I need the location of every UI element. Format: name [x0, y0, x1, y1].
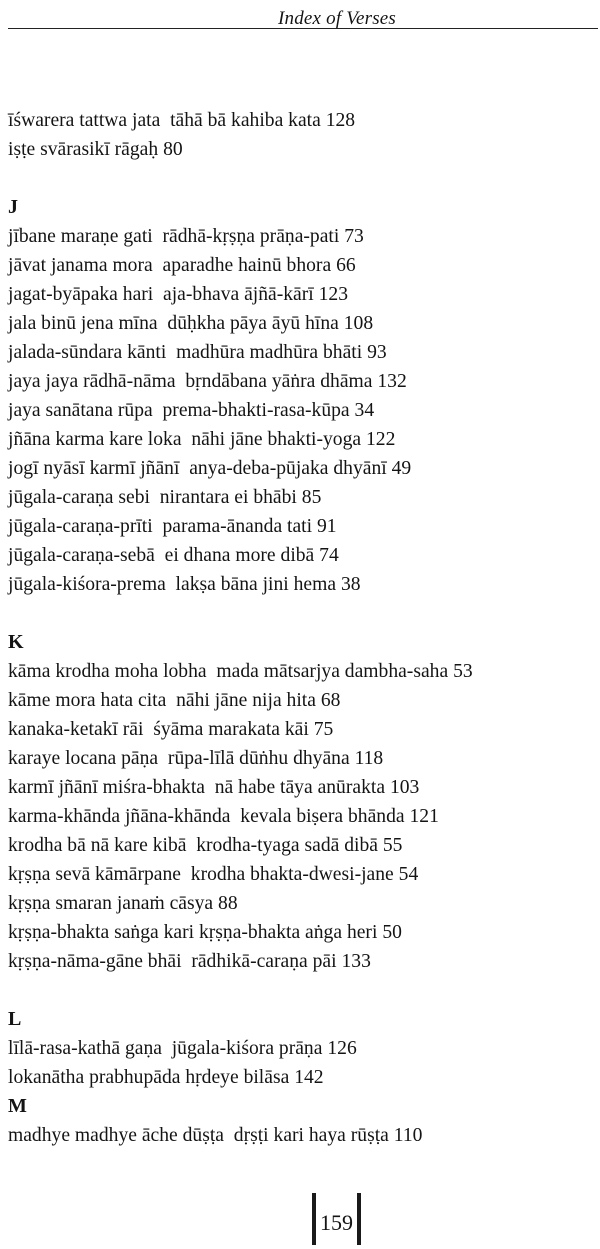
verse-text: jūgala-caraṇa-prīti parama-ānanda tati — [8, 516, 313, 537]
page-ref: 91 — [316, 516, 337, 537]
verse-text: jogī nyāsī karmī jñānī anya-deba-pūjaka dhyānī — [8, 458, 387, 479]
page-ref: 73 — [344, 226, 364, 247]
verse-text: jāvat janama mora aparadhe hainū bhora — [8, 255, 332, 276]
index-entry — [8, 860, 598, 889]
verse-text: jībane maraṇe gati rādhā-kṛṣṇa prāṇa-pati — [8, 226, 340, 247]
verse-text: madhye madhye āche dūṣṭa dṛṣṭi kari haya rūṣṭa — [8, 1125, 389, 1146]
index-entry — [8, 280, 598, 309]
verse-text: jñāna karma kare loka nāhi jāne bhakti-yoga — [8, 429, 362, 450]
index-entry — [8, 541, 598, 570]
index-entry — [8, 367, 598, 396]
index-entry — [8, 396, 598, 425]
verse-text: jūgala-caraṇa-sebā ei dhana more dibā — [8, 545, 315, 566]
index-entry — [8, 773, 598, 802]
page-ref: 75 — [313, 719, 334, 740]
section-letter: L — [8, 1008, 22, 1030]
verse-text: jagat-byāpaka hari aja-bhava ājñā-kārī — [8, 284, 314, 305]
index-entry — [8, 889, 598, 918]
page-number: 159 — [320, 1210, 353, 1235]
index-entry — [8, 309, 598, 338]
page-ref: 133 — [341, 951, 371, 972]
page-ref: 126 — [327, 1038, 357, 1059]
page-ref: 68 — [320, 690, 341, 711]
verse-text: kāme mora hata cita nāhi jāne nija hita — [8, 690, 316, 711]
page-ref: 142 — [294, 1067, 324, 1088]
page-ref: 132 — [377, 371, 407, 392]
verse-text: kanaka-ketakī rāi śyāma marakata kāi — [8, 719, 309, 740]
index-entry — [8, 802, 598, 831]
verse-index — [8, 106, 598, 1150]
page-ref: 88 — [218, 893, 238, 914]
index-entry — [8, 1063, 598, 1092]
page-ref: 118 — [354, 748, 384, 769]
index-entry — [8, 454, 598, 483]
page-ref: 53 — [453, 661, 473, 682]
page-ref: 55 — [382, 835, 403, 856]
index-entry — [8, 483, 598, 512]
section-gap — [8, 164, 598, 193]
section-letter: M — [8, 1095, 27, 1117]
folio-right-rule — [357, 1193, 361, 1245]
page-folio — [312, 1193, 361, 1245]
verse-text: līlā-rasa-kathā gaṇa jūgala-kiśora prāṇa — [8, 1038, 323, 1059]
verse-text: karmī jñānī miśra-bhakta nā habe tāya anūrakta — [8, 777, 386, 798]
page-ref: 108 — [343, 313, 374, 334]
verse-text: jūgala-kiśora-prema lakṣa bāna jini hema — [8, 574, 337, 595]
index-entry — [8, 918, 598, 947]
verse-text: jala binū jena mīna dūḥkha pāya āyū hīna — [8, 313, 339, 334]
verse-text: jaya jaya rādhā-nāma bṛndābana yāṅra dhāma — [8, 371, 373, 392]
running-header-title: Index of Verses — [278, 8, 397, 29]
page-ref: 103 — [389, 777, 420, 798]
verse-text: karma-khānda jñāna-khānda kevala biṣera bhānda — [8, 806, 405, 827]
page-ref: 121 — [409, 806, 439, 827]
index-entry — [8, 744, 598, 773]
page-ref: 74 — [319, 545, 339, 566]
index-entry — [8, 106, 598, 135]
verse-text: jūgala-caraṇa sebi nirantara ei bhābi — [8, 487, 297, 508]
page-ref: 49 — [391, 458, 412, 479]
index-entry — [8, 657, 598, 686]
page-ref: 123 — [318, 284, 348, 305]
index-entry — [8, 512, 598, 541]
verse-text: kṛṣṇa-nāma-gāne bhāi rādhikā-caraṇa pāi — [8, 951, 337, 972]
verse-text: lokanātha prabhupāda hṛdeye bilāsa — [8, 1067, 290, 1088]
index-entry — [8, 1034, 598, 1063]
verse-text: jaya sanātana rūpa prema-bhakti-rasa-kūpa — [8, 400, 350, 421]
index-entry — [8, 338, 598, 367]
page-ref: 128 — [325, 110, 356, 131]
verse-text: jalada-sūndara kānti madhūra madhūra bhāti — [8, 342, 363, 363]
page-ref: 54 — [398, 864, 419, 885]
index-entry — [8, 135, 598, 164]
index-entry — [8, 425, 598, 454]
verse-text: īśwarera tattwa jata tāhā bā kahiba kata — [8, 110, 321, 131]
section-letter: J — [8, 196, 18, 218]
page-ref: 38 — [340, 574, 361, 595]
verse-text: kāma krodha moha lobha mada mātsarjya dambha-saha — [8, 661, 449, 682]
page-ref: 122 — [366, 429, 396, 450]
verse-text: krodha bā nā kare kibā krodha-tyaga sadā dibā — [8, 835, 378, 856]
index-entry — [8, 1121, 598, 1150]
verse-text: kṛṣṇa-bhakta saṅga kari kṛṣṇa-bhakta aṅga heri — [8, 922, 378, 943]
page-ref: 93 — [367, 342, 387, 363]
verse-text: karaye locana pāṇa rūpa-līlā dūṅhu dhyāna — [8, 748, 350, 769]
page-ref: 110 — [393, 1125, 423, 1146]
index-entry — [8, 251, 598, 280]
index-entry — [8, 686, 598, 715]
verse-text: kṛṣṇa smaran janaṁ cāsya — [8, 893, 214, 914]
index-entry — [8, 947, 598, 976]
section-letter: K — [8, 631, 24, 653]
page-ref: 66 — [336, 255, 356, 276]
index-entry — [8, 715, 598, 744]
page-ref: 85 — [301, 487, 322, 508]
page-ref: 80 — [163, 139, 183, 160]
verse-text: iṣṭe svārasikī rāgaḥ — [8, 139, 159, 160]
index-entry — [8, 222, 598, 251]
running-header — [8, 6, 598, 29]
verse-text: kṛṣṇa sevā kāmārpane krodha bhakta-dwesi-jane — [8, 864, 394, 885]
page-ref: 34 — [354, 400, 375, 421]
section-gap — [8, 976, 598, 1005]
index-entry — [8, 570, 598, 599]
section-gap — [8, 599, 598, 628]
page-ref: 50 — [382, 922, 402, 943]
index-entry — [8, 831, 598, 860]
